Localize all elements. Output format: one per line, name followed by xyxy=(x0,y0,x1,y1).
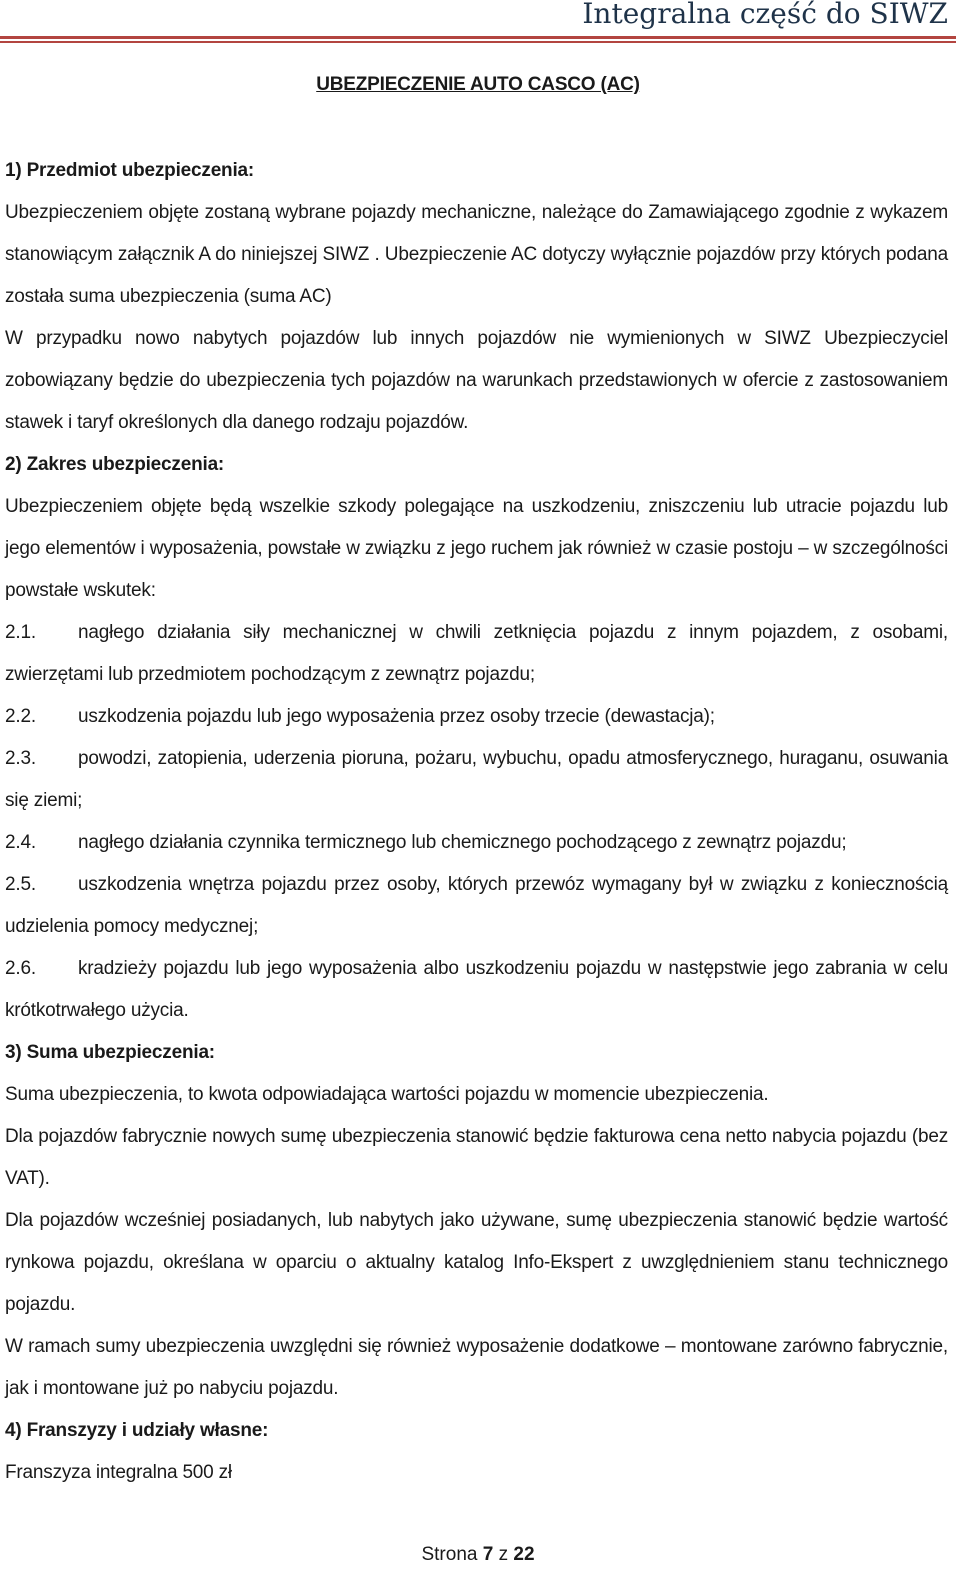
list-item-text: kradzieży pojazdu lub jego wyposażenia albo uszkodzeniu pojazdu w następstwie jego zabrania w celu krótkotrwałego użycia. xyxy=(5,958,948,1021)
list-item-number: 2.3. xyxy=(5,748,36,769)
list-item-number: 2.6. xyxy=(5,958,36,979)
section-heading: 3) Suma ubezpieczenia: xyxy=(5,1042,215,1063)
page-header-title: Integralna część do SIWZ xyxy=(582,0,948,30)
list-item xyxy=(5,696,948,738)
footer-total-pages: 22 xyxy=(513,1544,535,1565)
document-body xyxy=(5,150,948,1494)
list-item-text: powodzi, zatopienia, uderzenia pioruna, pożaru, wybuchu, opadu atmosferycznego, huraganu, osuwania się ziemi; xyxy=(5,748,948,811)
list-item-text: uszkodzenia pojazdu lub jego wyposażenia przez osoby trzecie (dewastacja); xyxy=(78,706,715,727)
paragraph: Dla pojazdów fabrycznie nowych sumę ubezpieczenia stanowić będzie fakturowa cena netto nabycia pojazdu (bez VAT). xyxy=(5,1126,948,1189)
list-item xyxy=(5,822,948,864)
list-item xyxy=(5,864,948,948)
paragraph: Ubezpieczeniem objęte zostaną wybrane pojazdy mechaniczne, należące do Zamawiającego zgodnie z wykazem stanowiącym załącznik A do niniejszej SIWZ . Ubezpieczenie AC dotyczy wyłącznie pojazdów przy których podana została suma ubezpieczenia (suma AC) xyxy=(5,202,948,307)
paragraph: Ubezpieczeniem objęte będą wszelkie szkody polegające na uszkodzeniu, zniszczeniu lub utracie pojazdu lub jego elementów i wyposażenia, powstałe w związku z jego ruchem jak również w czasie postoju – w szczególności powstałe wskutek: xyxy=(5,496,948,601)
paragraph: Dla pojazdów wcześniej posiadanych, lub nabytych jako używane, sumę ubezpieczenia stanowić będzie wartość rynkowa pojazdu, określana w oparciu o aktualny katalog Info-Ekspert z uwzględnieniem stanu technicznego pojazdu. xyxy=(5,1210,948,1315)
page-footer xyxy=(0,1544,956,1566)
list-item-number: 2.5. xyxy=(5,874,36,895)
footer-page-separator: z xyxy=(498,1544,509,1565)
list-item-text: nagłego działania siły mechanicznej w chwili zetknięcia pojazdu z innym pojazdem, z osobami, zwierzętami lub przedmiotem pochodzącym z zewnątrz pojazdu; xyxy=(5,622,948,685)
section-heading: 4) Franszyzy i udziały własne: xyxy=(5,1420,269,1441)
list-item xyxy=(5,612,948,696)
section-heading: 2) Zakres ubezpieczenia: xyxy=(5,454,225,475)
paragraph: W ramach sumy ubezpieczenia uwzględni się również wyposażenie dodatkowe – montowane zarówno fabrycznie, jak i montowane już po nabyciu pojazdu. xyxy=(5,1336,948,1399)
footer-page-label: Strona xyxy=(421,1544,478,1565)
list-item-number: 2.1. xyxy=(5,622,36,643)
paragraph: Suma ubezpieczenia, to kwota odpowiadająca wartości pojazdu w momencie ubezpieczenia. xyxy=(5,1084,769,1105)
list-item-text: nagłego działania czynnika termicznego lub chemicznego pochodzącego z zewnątrz pojazdu; xyxy=(78,832,847,853)
header-rule-thick xyxy=(0,36,956,39)
section-heading: 1) Przedmiot ubezpieczenia: xyxy=(5,160,255,181)
paragraph: Franszyza integralna 500 zł xyxy=(5,1462,232,1483)
document-title: UBEZPIECZENIE AUTO CASCO (AC) xyxy=(316,74,640,95)
header-rule-thin xyxy=(0,41,956,43)
list-item xyxy=(5,948,948,1032)
list-item-text: uszkodzenia wnętrza pojazdu przez osoby, których przewóz wymagany był w związku z koniecznością udzielenia pomocy medycznej; xyxy=(5,874,948,937)
list-item-number: 2.2. xyxy=(5,706,36,727)
footer-current-page: 7 xyxy=(482,1544,494,1565)
list-item xyxy=(5,738,948,822)
paragraph: W przypadku nowo nabytych pojazdów lub innych pojazdów nie wymienionych w SIWZ Ubezpieczyciel zobowiązany będzie do ubezpieczenia tych pojazdów na warunkach przedstawionych w ofercie z zastosowaniem stawek i taryf określonych dla danego rodzaju pojazdów. xyxy=(5,328,948,433)
list-item-number: 2.4. xyxy=(5,832,36,853)
